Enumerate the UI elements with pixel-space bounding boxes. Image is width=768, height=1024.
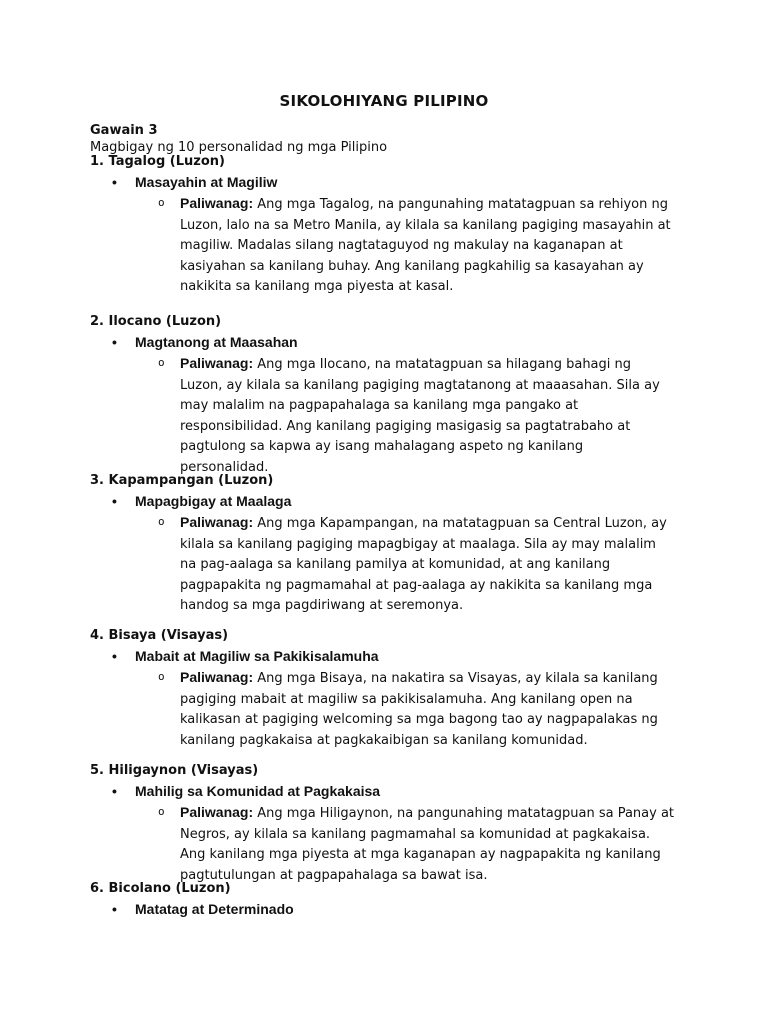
trait-label: Masayahin at Magiliw	[135, 174, 278, 190]
explanation-label: Paliwanag:	[180, 669, 254, 685]
trait-item	[90, 332, 690, 352]
section-hiligaynon	[90, 762, 690, 886]
explanation-label: Paliwanag:	[180, 514, 254, 530]
sub-bullet-icon: o	[158, 356, 165, 369]
bullet-icon: •	[112, 334, 117, 350]
document-title: SIKOLOHIYANG PILIPINO	[279, 92, 489, 110]
explanation-item	[158, 193, 675, 298]
bullet-icon: •	[112, 174, 117, 190]
bullet-icon: •	[112, 493, 117, 509]
sub-bullet-icon: o	[158, 515, 165, 528]
bullet-icon: •	[112, 648, 117, 664]
explanation-item	[158, 802, 675, 886]
explanation-label: Paliwanag:	[180, 804, 254, 820]
bullet-icon: •	[112, 783, 117, 799]
section-ilocano	[90, 313, 690, 478]
activity-instruction: Magbigay ng 10 personalidad ng mga Pilipino	[90, 140, 388, 155]
explanation-text: Ang mga Bisaya, na nakatira sa Visayas, ay kilala sa kanilang pagiging mabait at magiliw sa pakikisalamuha. Ang kanilang open na kalikasan at pagiging welcoming sa mga bagong tao ay nagpapalakas ng kanilang pagkakaisa at pagkakaibigan sa kanilang komunidad.	[180, 671, 658, 748]
trait-label: Magtanong at Maasahan	[135, 334, 298, 350]
section-heading: 1. Tagalog (Luzon)	[90, 154, 225, 169]
section-heading: 2. Ilocano (Luzon)	[90, 314, 222, 329]
trait-label: Mapagbigay at Maalaga	[135, 493, 292, 509]
trait-item	[90, 899, 690, 919]
section-heading: 6. Bicolano (Luzon)	[90, 881, 231, 896]
section-tagalog	[90, 153, 690, 298]
sub-bullet-icon: o	[158, 196, 165, 209]
explanation-item	[158, 512, 675, 617]
bullet-icon: •	[112, 901, 117, 917]
explanation-text: Ang mga Ilocano, na matatagpuan sa hilagang bahagi ng Luzon, ay kilala sa kanilang pagiging magtatanong at maaasahan. Sila ay may malalim na pagpapahalaga sa kanilang mga pangako at responsibilidad. Ang kanilang pagiging masigasig sa pagtatrabaho at pagtulong sa kapwa ay isang mahalagang aspeto ng kanilang personalidad.	[180, 357, 660, 475]
sub-bullet-icon: o	[158, 805, 165, 818]
trait-item	[90, 172, 690, 192]
section-kapampangan	[90, 472, 690, 617]
section-bisaya	[90, 627, 690, 751]
trait-label: Matatag at Determinado	[135, 901, 294, 917]
section-bicolano	[90, 880, 690, 919]
explanation-item	[158, 353, 675, 478]
activity-label: Gawain 3	[90, 123, 158, 138]
explanation-item	[158, 667, 675, 751]
explanation-text: Ang mga Kapampangan, na matatagpuan sa Central Luzon, ay kilala sa kanilang pagiging mapagbigay at maalaga. Sila ay may malalim na pag-aalaga sa kanilang pamilya at komunidad, at ang kanilang pagpapakita ng pagmamahal at pag-aalaga ay nakikita sa kanilang mga handog sa mga pagdiriwang at seremonya.	[180, 516, 667, 613]
section-heading: 3. Kapampangan (Luzon)	[90, 473, 274, 488]
trait-item	[90, 491, 690, 511]
trait-item	[90, 781, 690, 801]
sub-bullet-icon: o	[158, 670, 165, 683]
trait-label: Mahilig sa Komunidad at Pagkakaisa	[135, 783, 381, 799]
trait-item	[90, 646, 690, 666]
explanation-text: Ang mga Hiligaynon, na pangunahing matatagpuan sa Panay at Negros, ay kilala sa kanilang pagmamahal sa komunidad at pagkakaisa. Ang kanilang mga piyesta at mga kaganapan ay nagpapakita ng kanilang pagtutulungan at pagpapahalaga sa bawat isa.	[180, 806, 675, 883]
section-heading: 5. Hiligaynon (Visayas)	[90, 763, 259, 778]
trait-label: Mabait at Magiliw sa Pakikisalamuha	[135, 648, 379, 664]
section-heading: 4. Bisaya (Visayas)	[90, 628, 229, 643]
intro-block	[90, 122, 690, 156]
explanation-label: Paliwanag:	[180, 355, 254, 371]
explanation-label: Paliwanag:	[180, 195, 254, 211]
explanation-text: Ang mga Tagalog, na pangunahing matatagpuan sa rehiyon ng Luzon, lalo na sa Metro Manila, ay kilala sa kanilang pagiging masayahin at magiliw. Madalas silang nagtataguyod ng makulay na kaganapan at kasiyahan sa kanilang buhay. Ang kanilang pagkahilig sa kasayahan ay nakikita sa kanilang mga piyesta at kasal.	[180, 197, 671, 294]
